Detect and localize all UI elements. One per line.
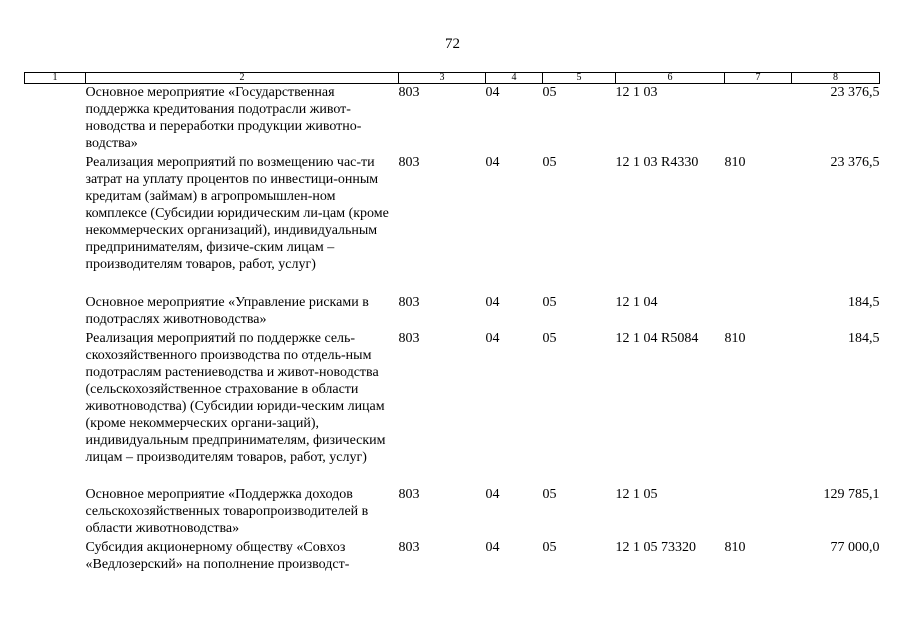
empty-cell <box>25 84 86 155</box>
table-row <box>25 294 880 330</box>
empty-cell <box>25 294 86 330</box>
column-number: 1 <box>25 73 86 84</box>
item-name: Основное мероприятие «Поддержка доходов сельскохозяйственных товаропроизводителей в области животноводства» <box>85 487 369 536</box>
column-number: 7 <box>725 73 792 84</box>
empty-cell <box>25 486 86 539</box>
subsection-code: 05 <box>542 331 557 346</box>
amount: 129 785,1 <box>823 487 880 502</box>
expense-type-code <box>725 84 792 155</box>
expense-type-code: 810 <box>724 155 746 170</box>
section-code: 04 <box>485 85 500 100</box>
amount: 77 000,0 <box>830 540 880 555</box>
item-name: Реализация мероприятий по возмещению час-ти затрат на уплату процентов по инвестици-онным кредитам (займам) в агропромышлен-ном комплексе (Субсидии юридическим ли-цам (кроме некоммерческих организаций), индивидуальным предпринимателям, физиче-ским лицам – производителям товаров, работ, услуг) <box>85 155 389 272</box>
table-row <box>25 84 880 155</box>
table-row <box>25 539 880 575</box>
page-number: 72 <box>445 36 460 52</box>
subsection-code: 05 <box>542 295 557 310</box>
target-article-code: 12 1 03 <box>615 85 658 100</box>
budget-table <box>24 72 880 575</box>
amount: 184,5 <box>848 295 880 310</box>
subsection-code: 05 <box>542 487 557 502</box>
target-article-code: 12 1 04 <box>615 295 658 310</box>
column-number: 5 <box>543 73 616 84</box>
column-number: 6 <box>616 73 725 84</box>
expense-type-code <box>725 294 792 330</box>
empty-cell <box>25 154 86 294</box>
target-article-code: 12 1 05 <box>615 487 658 502</box>
table-row <box>25 486 880 539</box>
target-article-code: 12 1 04 R5084 <box>615 331 699 346</box>
item-name: Субсидия акционерному обществу «Совхоз «Ведлозерский» на пополнение производст- <box>85 540 350 572</box>
section-code: 04 <box>485 295 500 310</box>
ministry-code: 803 <box>398 295 420 310</box>
item-name: Реализация мероприятий по поддержке сель-скохозяйственного производства по отдель-ным подотраслям растениеводства и живот-новодства (сельскохозяйственное страхование в области животноводства) (Субсидии юриди-ческим лицам (кроме некоммерческих органи-заций), индивидуальным предпринимателям, физическим лицам – производителям товаров, работ, услуг) <box>85 331 386 465</box>
column-number: 8 <box>792 73 880 84</box>
subsection-code: 05 <box>542 155 557 170</box>
amount: 23 376,5 <box>830 85 880 100</box>
empty-cell <box>25 539 86 575</box>
table-row <box>25 154 880 294</box>
empty-cell <box>25 330 86 486</box>
expense-type-code <box>725 486 792 539</box>
section-code: 04 <box>485 487 500 502</box>
target-article-code: 12 1 05 73320 <box>615 540 696 555</box>
expense-type-code: 810 <box>724 331 746 346</box>
item-name: Основное мероприятие «Управление рисками в подотраслях животноводства» <box>85 295 369 327</box>
section-code: 04 <box>485 331 500 346</box>
amount: 184,5 <box>848 331 880 346</box>
expense-type-code: 810 <box>724 540 746 555</box>
section-code: 04 <box>485 155 500 170</box>
item-name: Основное мероприятие «Государственная поддержка кредитования подотрасли живот-новодства и переработки продукции животно-водства» <box>85 85 362 151</box>
subsection-code: 05 <box>542 540 557 555</box>
column-number: 2 <box>86 73 399 84</box>
amount: 23 376,5 <box>830 155 880 170</box>
target-article-code: 12 1 03 R4330 <box>615 155 699 170</box>
column-number-row <box>25 73 880 84</box>
column-number: 4 <box>486 73 543 84</box>
subsection-code: 05 <box>542 85 557 100</box>
column-number: 3 <box>399 73 486 84</box>
ministry-code: 803 <box>398 85 420 100</box>
ministry-code: 803 <box>398 155 420 170</box>
section-code: 04 <box>485 540 500 555</box>
ministry-code: 803 <box>398 540 420 555</box>
table-row <box>25 330 880 486</box>
ministry-code: 803 <box>398 487 420 502</box>
ministry-code: 803 <box>398 331 420 346</box>
